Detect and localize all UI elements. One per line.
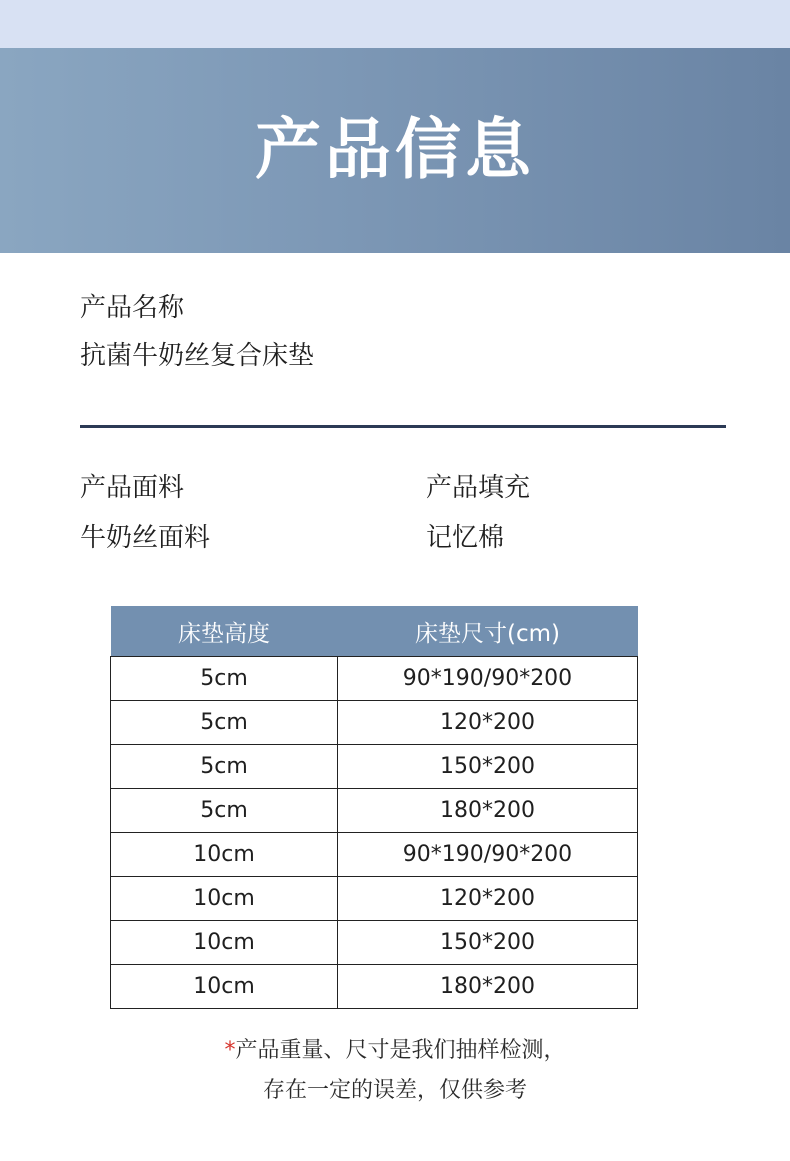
top-strip [0,0,790,48]
table-row [111,701,638,745]
header-height: 床垫高度 [111,606,338,657]
height-cell: 5cm [111,745,338,789]
table-row [111,657,638,701]
banner-title: 产品信息 [255,111,535,188]
product-name-value: 抗菌牛奶丝复合床垫 [80,341,315,371]
disclaimer-line-2: 存在一定的误差，仅供参考 [262,1078,527,1103]
table-row [111,789,638,833]
height-cell: 5cm [111,789,338,833]
table-row [111,877,638,921]
table-row [111,921,638,965]
height-cell: 10cm [111,877,338,921]
disclaimer-line-1 [0,1030,790,1072]
size-cell: 150*200 [338,921,638,965]
table-row [111,745,638,789]
asterisk: * [224,1038,236,1063]
divider [80,425,726,428]
fabric-value: 牛奶丝面料 [80,523,211,553]
size-cell: 120*200 [338,701,638,745]
size-cell: 150*200 [338,745,638,789]
filling-value: 记忆棉 [426,523,505,553]
filling-label: 产品填充 [426,473,531,503]
table-row [111,833,638,877]
size-cell: 180*200 [338,789,638,833]
header-size: 床垫尺寸(cm) [338,606,638,657]
height-cell: 10cm [111,921,338,965]
banner [0,48,790,253]
size-cell: 120*200 [338,877,638,921]
height-cell: 10cm [111,833,338,877]
disclaimer-text-1: 产品重量、尺寸是我们抽样检测， [235,1038,566,1063]
height-cell: 5cm [111,701,338,745]
height-cell: 10cm [111,965,338,1009]
product-name-label: 产品名称 [80,293,185,323]
table-row [111,965,638,1009]
fabric-label: 产品面料 [80,473,185,503]
table-header-row [111,606,638,657]
size-cell: 90*190/90*200 [338,833,638,877]
size-cell: 90*190/90*200 [338,657,638,701]
size-cell: 180*200 [338,965,638,1009]
height-cell: 5cm [111,657,338,701]
size-table [110,606,638,1009]
